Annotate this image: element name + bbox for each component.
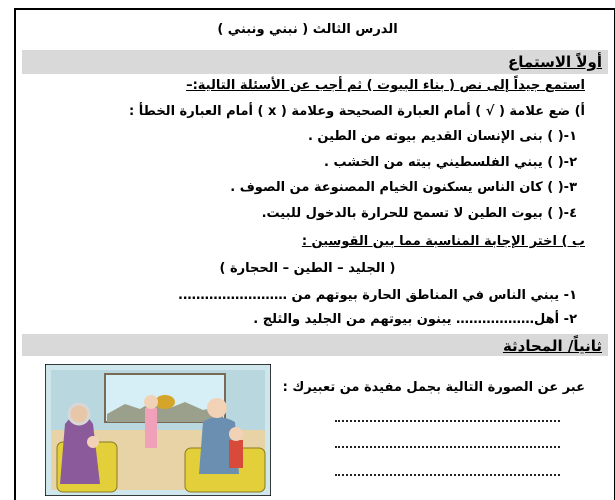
part-a-item: ٤-( ) بيوت الطين لا تسمح للحرارة بالدخول للبيت.: [261, 206, 577, 221]
part-b-prompt: ب ) اختر الإجابة المناسبة مما بين القوسين :: [301, 234, 585, 249]
part-a-prompt: أ) ضع علامة ( √ ) أمام العبارة الصحيحة وعلامة ( x ) أمام العبارة الخطأ :: [129, 104, 585, 119]
part-b-item: ١- يبني الناس في المناطق الحارة بيوتهم من …………………….: [178, 288, 577, 303]
listening-instruction: استمع جيداً إلى نص ( بناء البيوت ) ثم أجب عن الأسئلة التالية:–: [186, 78, 585, 93]
part-b-choices: ( الجليد – الطين – الحجارة ): [219, 261, 396, 276]
section-listening-header: [22, 50, 608, 74]
family-living-room-illustration: [45, 364, 271, 496]
conversation-instruction: عبر عن الصورة التالية بجمل مفيدة من تعبيرك :: [282, 380, 585, 395]
answer-line-2[interactable]: [335, 446, 560, 448]
answer-line-1[interactable]: [335, 420, 560, 422]
lesson-title: الدرس الثالث ( نبني ونبني ): [217, 22, 398, 37]
answer-line-3[interactable]: [335, 474, 560, 476]
part-b-item: ٢- أهل……………… يبنون بيوتهم من الجليد والثلج .: [253, 312, 577, 327]
section-conversation-title: ثانياً/ المحادثة: [502, 337, 602, 355]
part-a-item: ١-( ) بنى الإنسان القديم بيوته من الطين .: [307, 129, 577, 144]
section-conversation-header: [22, 334, 608, 356]
part-a-item: ٣-( ) كان الناس يسكنون الخيام المصنوعة من الصوف .: [230, 180, 577, 195]
section-listening-title: أولاً الاستماع: [508, 53, 602, 71]
part-a-item: ٢-( ) يبني الفلسطيني بيته من الخشب .: [324, 155, 577, 170]
